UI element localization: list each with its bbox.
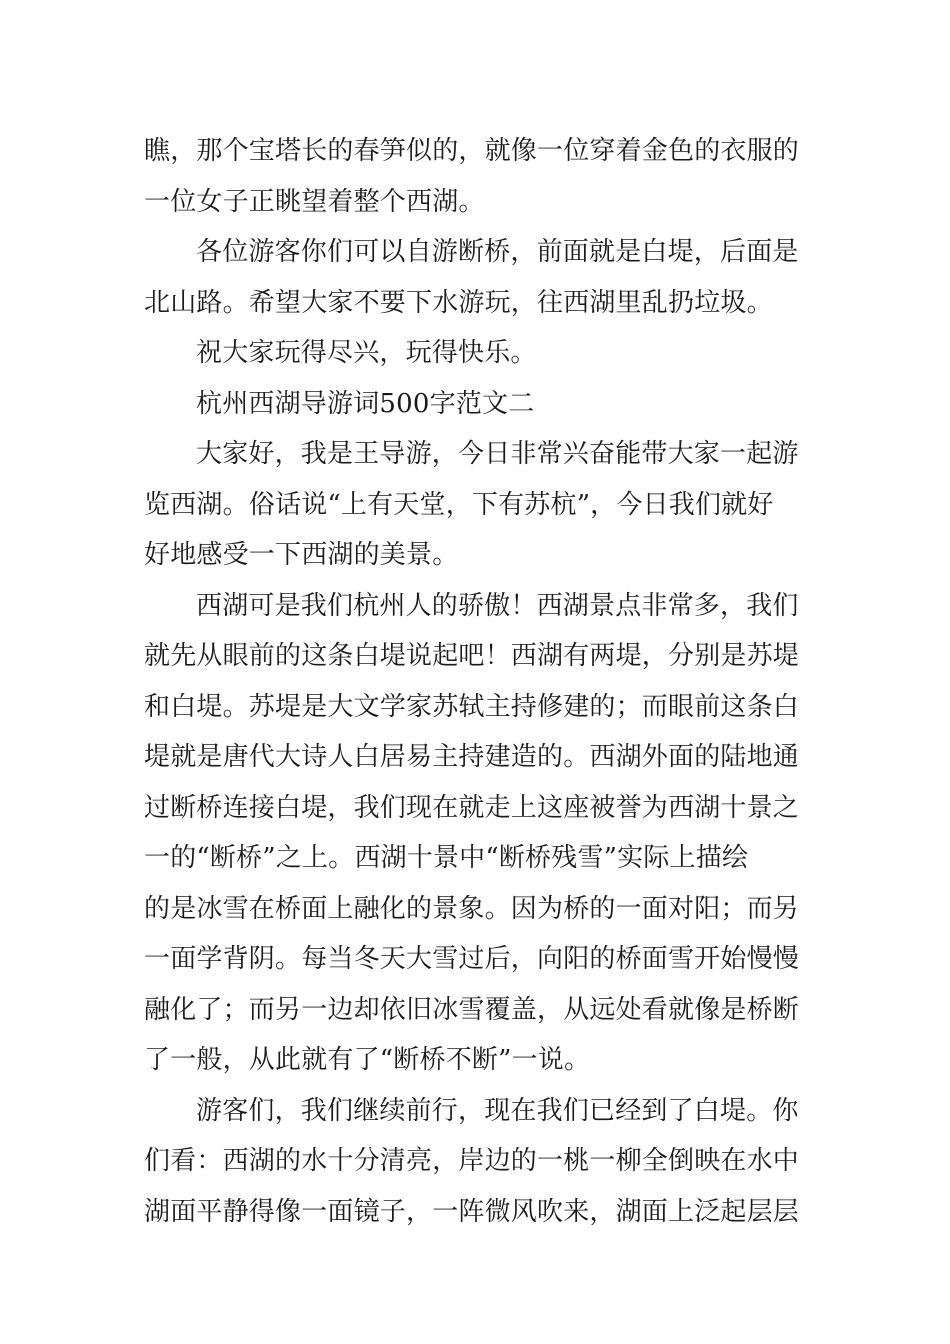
text-line: 了一般，从此就有了“断桥不断”一说。 <box>144 1045 591 1075</box>
text-line: 一的“断桥”之上。西湖十景中“断桥残雪”实际上描绘 <box>144 843 749 873</box>
text-line: 的是冰雪在桥面上融化的景象。因为桥的一面对阳；而另 <box>144 893 800 924</box>
paragraph <box>144 581 806 1086</box>
text-line: 瞧，那个宝塔长的春笋似的，就像一位穿着金色的衣服的 <box>144 136 800 166</box>
document-body <box>144 126 806 1237</box>
section-heading <box>144 379 806 430</box>
text-line: 湖面平静得像一面镜子，一阵微风吹来，湖面上泛起层层 <box>144 1196 800 1227</box>
text-line: 融化了；而另一边却依旧冰雪覆盖，从远处看就像是桥断 <box>144 994 800 1025</box>
text-line: 过断桥连接白堤，我们现在就走上这座被誉为西湖十景之 <box>144 792 800 823</box>
text-line: 和白堤。苏堤是大文学家苏轼主持修建的；而眼前这条白 <box>144 691 800 722</box>
text-line: 西湖可是我们杭州人的骄傲！西湖景点非常多，我们 <box>196 590 799 621</box>
text-line: 游客们，我们继续前行，现在我们已经到了白堤。你 <box>196 1095 799 1126</box>
text-line: 各位游客你们可以自游断桥，前面就是白堤，后面是 <box>196 237 799 267</box>
text-line: 堤就是唐代大诗人白居易主持建造的。西湖外面的陆地通 <box>144 742 800 772</box>
text-line: 祝大家玩得尽兴，玩得快乐。 <box>196 338 537 368</box>
text-line: 北山路。希望大家不要下水游玩，往西湖里乱扔垃圾。 <box>144 287 773 318</box>
text-line: 一位女子正眺望着整个西湖。 <box>144 186 485 217</box>
text-line: 览西湖。俗话说“上有天堂，下有苏杭”，今日我们就好 <box>144 489 774 520</box>
paragraph <box>144 1086 806 1238</box>
text-line: 好地感受一下西湖的美景。 <box>144 540 459 570</box>
paragraph <box>144 429 806 581</box>
paragraph <box>144 227 806 328</box>
paragraph <box>144 328 806 379</box>
text-line: 就先从眼前的这条白堤说起吧！西湖有两堤，分别是苏堤 <box>144 641 800 671</box>
paragraph <box>144 126 806 227</box>
text-line: 大家好，我是王导游，今日非常兴奋能带大家一起游 <box>196 439 799 469</box>
text-line: 一面学背阴。每当冬天大雪过后，向阳的桥面雪开始慢慢 <box>144 944 800 974</box>
heading-text: 杭州西湖导游词500字范文二 <box>196 388 535 419</box>
text-line: 们看：西湖的水十分清亮，岸边的一桃一柳全倒映在水中 <box>144 1146 800 1176</box>
